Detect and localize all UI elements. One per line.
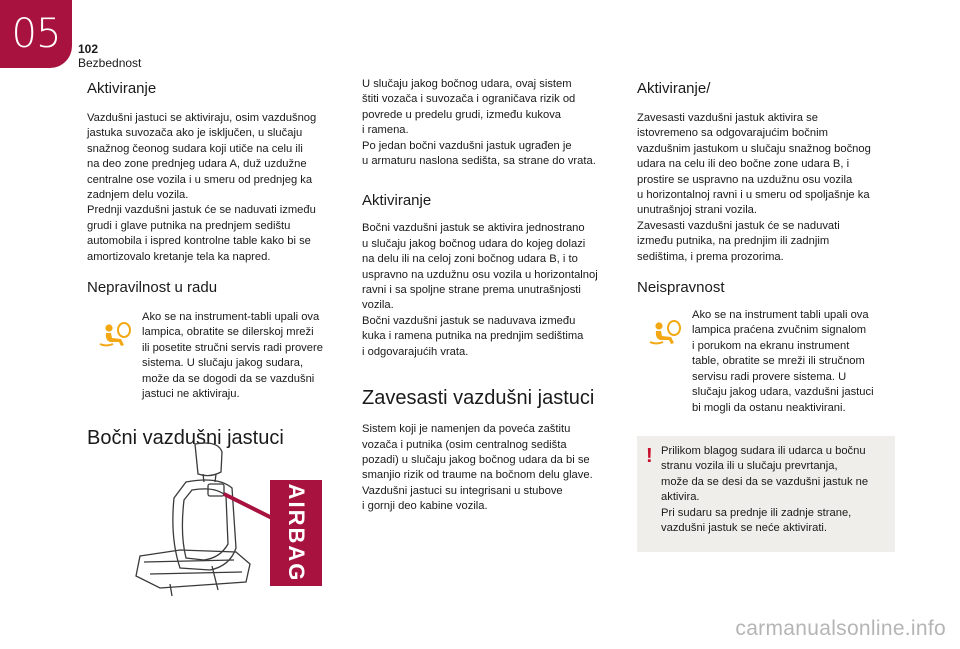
text-curtain: Sistem koji je namenjen da poveća zaštitu vozača i putnika (osim centralnog sedišta pozadi) u slučaju jakog bočnog udara da bi se smanjio rizik od traume na bočnom delu glave. Vazdušni jastuci su integrisani u stubove i gornji deo kabine vozila.: [362, 423, 593, 513]
heading-curtain-airbags: Zavesasti vazdušni jastuci: [362, 387, 595, 410]
heading-side-airbags: Bočni vazdušni jastuci: [87, 426, 284, 449]
column-2: [362, 72, 620, 515]
text-side-intro: U slučaju jakog bočnog udara, ovaj sistem štiti vozača i suvozača i ograničava rizik od povrede u predelu grudi, između kukova i ramena. Po jedan bočni vazdušni jastuk ugrađen je u armaturu naslona sedišta, sa strane do vrata.: [362, 78, 596, 168]
text-curtain-activation: Zavesasti vazdušni jastuk aktivira se istovremeno sa odgovarajućim bočnim vazdušnim jastukom u slučaju snažnog bočnog udara na celu ili deo bočne zone udara B, i prostire se uspravno na uzdužnu osu vozila u horizontalnoj ravni i u smeru od spoljašnje ka unutrašnjoj strani vozila. Zavesasti vazdušni jastuk će se naduvati između putnika, na prednjim ili zadnjim sedištima, i prema prozorima.: [637, 112, 871, 263]
airbag-label-text: AIRBAG: [284, 483, 309, 583]
column-1: [87, 70, 345, 451]
text-side-activation: Bočni vazdušni jastuk se aktivira jednostrano u slučaju jakog bočnog udara do kojeg dolazi na delu ili na celoj zoni bočnog udara B, i to uspravno na uzdužnu osu vozila u horizontalnoj ravni i sa spoljne strane prema unutrašnjosti vozila. Bočni vazdušni jastuk se naduvava između kuka i ramena putnika na prednjim sedištima i odgovarajućih vrata.: [362, 222, 598, 358]
airbag-warning-lamp-icon: [647, 320, 683, 346]
side-airbag-figure: [100, 438, 328, 598]
heading-curtain-activation: Aktiviranje/: [637, 80, 711, 97]
heading-curtain-fault: Neispravnost: [637, 279, 725, 297]
column-3: [637, 70, 895, 552]
heading-activation: Aktiviranje: [87, 80, 157, 97]
alert-box: [637, 436, 895, 552]
text-activation: Vazdušni jastuci se aktiviraju, osim vazdušnog jastuka suvozača ako je isključen, u slučaju snažnog čeonog sudara koji utiče na celu ili na deo zone prednjeg udara A, duž uzdužne centralne ose vozila i u smeru od prednjeg ka zadnjem delu vozila. Prednji vazdušni jastuk će se naduvati između grudi i glave putnika na prednjem sedištu automobila i ispred kontrolne table kako bi se amortizovalo kretanje tela ka napred.: [87, 112, 317, 263]
heading-fault: Nepravilnost u radu: [87, 279, 218, 297]
curtain-fault-warning: [637, 308, 895, 416]
fault-warning: [87, 310, 345, 402]
text-alert: Prilikom blagog sudara ili udarca u bočnu stranu vozila ili u slučaju prevrtanja, može da se desi da se vazdušni jastuk ne aktivira. Pri sudaru sa prednje ili zadnje strane, vazdušni jastuk se neće aktivirati.: [661, 444, 869, 534]
chapter-tab: 05: [0, 0, 72, 68]
watermark: carmanualsonline.info: [735, 617, 946, 640]
airbag-label: [270, 480, 322, 586]
exclamation-icon: !: [646, 444, 653, 467]
section-name: Bezbednost: [78, 56, 142, 70]
airbag-warning-lamp-icon: [97, 322, 133, 348]
heading-side-activation: Aktiviranje: [362, 192, 432, 210]
page-number: 102: [78, 42, 99, 56]
text-fault: Ako se na instrument-tabli upali ova lampica, obratite se dilerskoj mreži ili posetite stručni servis radi provere sistema. U slučaju jakog sudara, može da se dogodi da se vazdušni jastuci ne aktiviraju.: [142, 311, 323, 401]
text-curtain-fault: Ako se na instrument tabli upali ova lampica praćena zvučnim signalom i porukom na ekranu instrument table, obratite se mreži ili stručnom servisu radi provere sistema. U slučaju jakog udara, vazdušni jastuci bi mogli da ostanu neaktivirani.: [692, 309, 874, 414]
